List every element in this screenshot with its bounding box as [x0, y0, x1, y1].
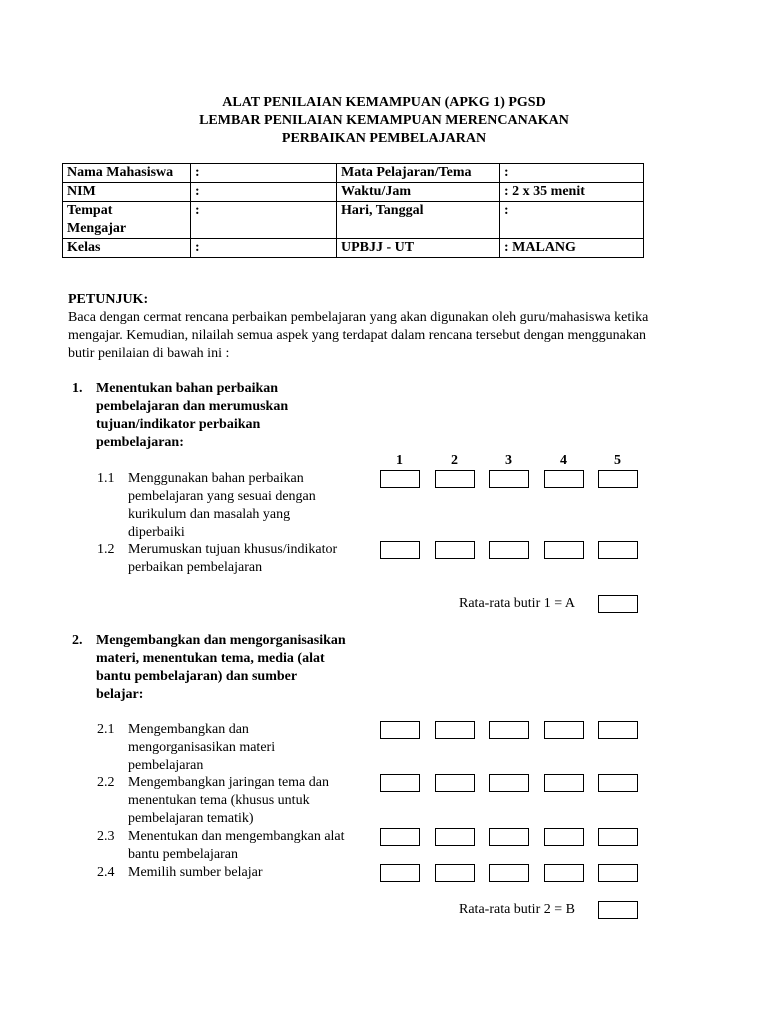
- item-text-line: pembelajaran: [128, 758, 204, 773]
- table-row: [63, 164, 644, 183]
- item-1-2-text: [128, 541, 337, 577]
- scale-label-1: 1: [396, 453, 403, 468]
- value-mata-pelajaran[interactable]: :: [500, 164, 644, 183]
- label-tempat: Tempat: [67, 203, 113, 218]
- instructions-title: PETUNJUK:: [68, 292, 149, 307]
- score-box-1-1-3[interactable]: [489, 470, 529, 488]
- table-row: [63, 202, 644, 239]
- label-tempat-mengajar: [63, 202, 191, 239]
- score-box-2-1-5[interactable]: [598, 721, 638, 739]
- item-text-line: menentukan tema (khusus untuk: [128, 793, 310, 808]
- average-a-box[interactable]: [598, 595, 638, 613]
- label-nim: NIM: [63, 183, 191, 202]
- table-row: [63, 239, 644, 258]
- item-1-1-number: 1.1: [97, 471, 115, 486]
- score-box-2-2-3[interactable]: [489, 774, 529, 792]
- value-kelas[interactable]: :: [191, 239, 337, 258]
- score-box-1-2-3[interactable]: [489, 541, 529, 559]
- section-1-title-line: tujuan/indikator perbaikan: [96, 417, 261, 432]
- item-text-line: Memilih sumber belajar: [128, 865, 263, 880]
- value-hari-tanggal[interactable]: :: [500, 202, 644, 239]
- value-nim[interactable]: :: [191, 183, 337, 202]
- scale-label-4: 4: [560, 453, 567, 468]
- score-box-2-4-1[interactable]: [380, 864, 420, 882]
- item-1-1-text: [128, 470, 316, 542]
- section-1-title-line: Menentukan bahan perbaikan: [96, 381, 279, 396]
- item-2-1-text: [128, 721, 275, 775]
- section-2-title-line: Mengembangkan dan mengorganisasikan: [96, 633, 346, 648]
- section-2-title-line: materi, menentukan tema, media (alat: [96, 651, 325, 666]
- average-b-label: Rata-rata butir 2 = B: [459, 902, 575, 917]
- instructions: [68, 291, 708, 363]
- section-1-number: 1.: [72, 381, 83, 396]
- section-2-title-line: belajar:: [96, 687, 144, 702]
- score-box-1-2-1[interactable]: [380, 541, 420, 559]
- score-box-2-1-4[interactable]: [544, 721, 584, 739]
- score-box-1-1-1[interactable]: [380, 470, 420, 488]
- item-text-line: diperbaiki: [128, 525, 185, 540]
- score-box-2-2-5[interactable]: [598, 774, 638, 792]
- score-box-1-1-5[interactable]: [598, 470, 638, 488]
- score-box-1-1-2[interactable]: [435, 470, 475, 488]
- score-box-1-2-2[interactable]: [435, 541, 475, 559]
- section-1-title-line: pembelajaran:: [96, 435, 184, 450]
- value-upbjj: : MALANG: [500, 239, 644, 258]
- document-header: [0, 94, 768, 148]
- item-text-line: mengorganisasikan materi: [128, 740, 276, 755]
- score-box-2-2-4[interactable]: [544, 774, 584, 792]
- label-mengajar: Mengajar: [67, 221, 127, 236]
- item-text-line: Mengembangkan jaringan tema dan: [128, 775, 329, 790]
- value-waktu-jam: : 2 x 35 menit: [500, 183, 644, 202]
- item-2-3-text: [128, 828, 345, 864]
- score-box-2-4-3[interactable]: [489, 864, 529, 882]
- score-box-2-4-2[interactable]: [435, 864, 475, 882]
- item-1-2-number: 1.2: [97, 542, 115, 557]
- header-line-3: PERBAIKAN PEMBELAJARAN: [281, 131, 487, 146]
- score-box-2-4-4[interactable]: [544, 864, 584, 882]
- item-2-4-text: [128, 864, 263, 882]
- instructions-line-2: mengajar. Kemudian, nilailah semua aspek yang terdapat dalam rencana tersebut dengan menggunakan: [68, 328, 647, 343]
- score-box-2-2-2[interactable]: [435, 774, 475, 792]
- identity-table: [62, 163, 644, 258]
- header-line-2: LEMBAR PENILAIAN KEMAMPUAN MERENCANAKAN: [199, 113, 569, 128]
- score-box-1-1-4[interactable]: [544, 470, 584, 488]
- score-box-2-1-2[interactable]: [435, 721, 475, 739]
- instructions-line-3: butir penilaian di bawah ini :: [68, 346, 230, 361]
- item-text-line: bantu pembelajaran: [128, 847, 239, 862]
- score-box-2-3-4[interactable]: [544, 828, 584, 846]
- label-upbjj: UPBJJ - UT: [337, 239, 500, 258]
- section-2-title-line: bantu pembelajaran) dan sumber: [96, 669, 298, 684]
- value-tempat-mengajar[interactable]: :: [191, 202, 337, 239]
- average-a-label: Rata-rata butir 1 = A: [459, 596, 575, 611]
- instructions-line-1: Baca dengan cermat rencana perbaikan pembelajaran yang akan digunakan oleh guru/mahasiswa ketika: [68, 310, 649, 325]
- item-2-3-number: 2.3: [97, 829, 115, 844]
- score-box-2-3-5[interactable]: [598, 828, 638, 846]
- score-box-2-3-2[interactable]: [435, 828, 475, 846]
- item-text-line: kurikulum dan masalah yang: [128, 507, 291, 522]
- table-row: [63, 183, 644, 202]
- score-box-2-1-1[interactable]: [380, 721, 420, 739]
- header-line-1: ALAT PENILAIAN KEMAMPUAN (APKG 1) PGSD: [222, 95, 546, 110]
- score-box-2-3-1[interactable]: [380, 828, 420, 846]
- item-2-2-text: [128, 774, 329, 828]
- score-box-1-2-4[interactable]: [544, 541, 584, 559]
- section-1-title: [96, 380, 288, 452]
- section-1-title-line: pembelajaran dan merumuskan: [96, 399, 289, 414]
- item-2-4-number: 2.4: [97, 865, 115, 880]
- section-2-title: [96, 632, 346, 704]
- item-2-1-number: 2.1: [97, 722, 115, 737]
- item-2-2-number: 2.2: [97, 775, 115, 790]
- label-kelas: Kelas: [63, 239, 191, 258]
- average-b-box[interactable]: [598, 901, 638, 919]
- label-nama-mahasiswa: Nama Mahasiswa: [63, 164, 191, 183]
- scale-label-5: 5: [614, 453, 621, 468]
- score-box-2-3-3[interactable]: [489, 828, 529, 846]
- score-box-2-4-5[interactable]: [598, 864, 638, 882]
- value-nama-mahasiswa[interactable]: :: [191, 164, 337, 183]
- scale-label-3: 3: [505, 453, 512, 468]
- label-mata-pelajaran: Mata Pelajaran/Tema: [337, 164, 500, 183]
- scale-label-2: 2: [451, 453, 458, 468]
- item-text-line: Mengembangkan dan: [128, 722, 249, 737]
- item-text-line: perbaikan pembelajaran: [128, 560, 263, 575]
- label-hari-tanggal: Hari, Tanggal: [337, 202, 500, 239]
- score-box-2-1-3[interactable]: [489, 721, 529, 739]
- item-text-line: Merumuskan tujuan khusus/indikator: [128, 542, 338, 557]
- score-box-1-2-5[interactable]: [598, 541, 638, 559]
- score-box-2-2-1[interactable]: [380, 774, 420, 792]
- section-2-number: 2.: [72, 633, 83, 648]
- label-waktu-jam: Waktu/Jam: [337, 183, 500, 202]
- item-text-line: Menggunakan bahan perbaikan: [128, 471, 304, 486]
- item-text-line: pembelajaran tematik): [128, 811, 254, 826]
- item-text-line: Menentukan dan mengembangkan alat: [128, 829, 345, 844]
- item-text-line: pembelajaran yang sesuai dengan: [128, 489, 316, 504]
